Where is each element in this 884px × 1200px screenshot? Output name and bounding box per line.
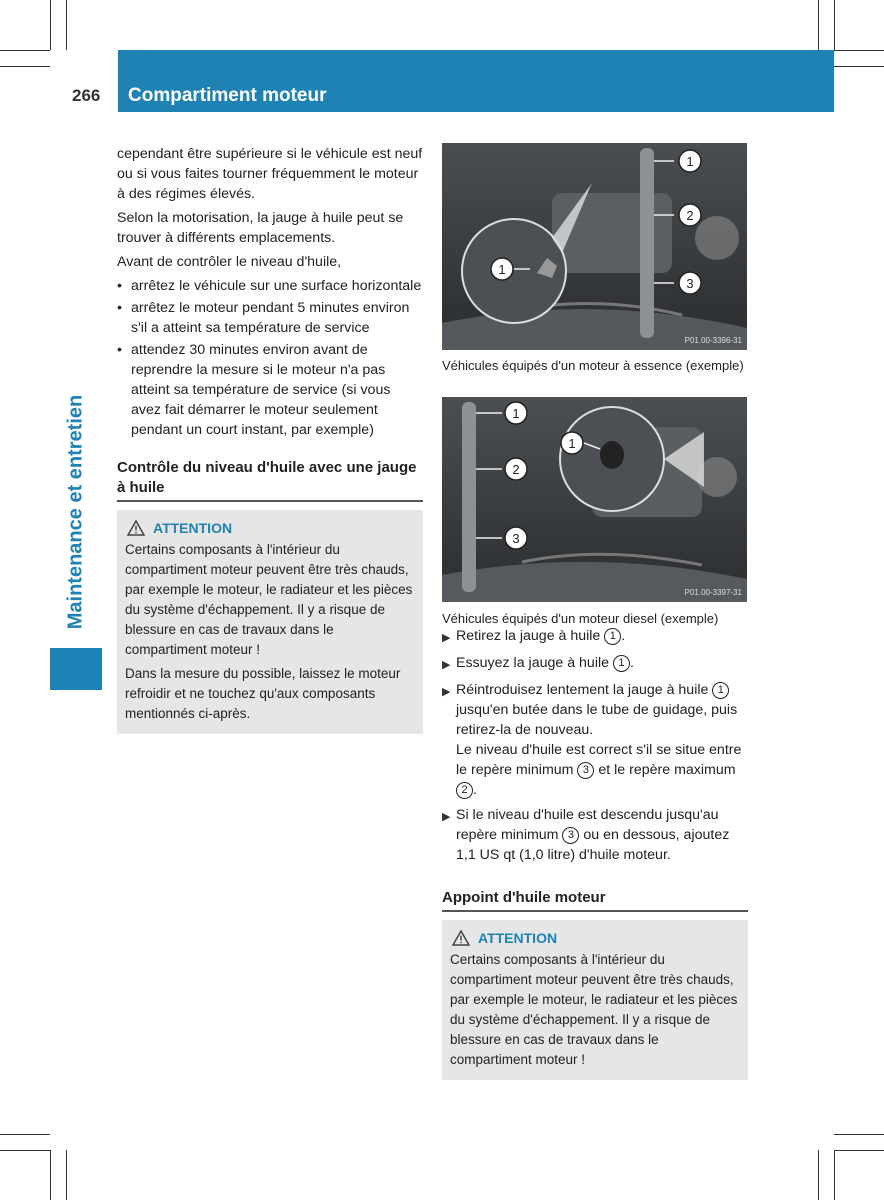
- step-arrow-icon: ▶: [442, 632, 451, 644]
- crop-mark: [0, 1134, 50, 1135]
- paragraph: Selon la motorisation, la jauge à huile peut se trouver à différents emplacements.: [117, 210, 404, 246]
- step-text: [456, 805, 748, 865]
- crop-mark: [818, 1150, 819, 1200]
- engine-photo-diesel: [442, 397, 747, 602]
- warning-label: ATTENTION: [153, 520, 233, 536]
- warning-box: [117, 510, 423, 734]
- crop-mark: [0, 50, 50, 51]
- callout-ref: 1: [613, 655, 630, 672]
- callout-ref: 2: [456, 782, 473, 799]
- warning-text: Dans la mesure du possible, laissez le moteur refroidir et ne touchez qu'aux composants mentionnés ci-après.: [125, 666, 401, 721]
- section-heading: Contrôle du niveau d'huile avec une jauge à huile: [117, 458, 423, 502]
- instruction-step: [442, 653, 748, 675]
- crop-mark: [834, 1150, 835, 1200]
- warning-label: ATTENTION: [478, 930, 558, 946]
- engine-illustration: [442, 143, 747, 350]
- callout-label: 1: [512, 406, 520, 421]
- callout-label: 3: [512, 531, 520, 546]
- crop-mark: [0, 1150, 50, 1151]
- callout-label: 1: [686, 154, 694, 169]
- callout-label: 2: [512, 462, 520, 477]
- list-item-text: arrêtez le moteur pendant 5 minutes environ s'il a atteint sa température de service: [131, 300, 410, 336]
- step-result-text: Le niveau d'huile est correct s'il se situe entre le repère minimum: [456, 742, 742, 778]
- image-caption: Véhicules équipés d'un moteur diesel (exemple): [442, 611, 719, 626]
- warning-box: [442, 920, 748, 1080]
- callout-ref: 1: [712, 682, 729, 699]
- step-arrow-icon: ▶: [442, 811, 451, 823]
- engine-photo-petrol: [442, 143, 747, 350]
- callout-label: 1: [568, 436, 576, 451]
- callout-label: 2: [686, 208, 694, 223]
- crop-mark: [834, 66, 884, 67]
- right-column-refill: [442, 888, 748, 1080]
- step-text-part: .: [621, 628, 626, 644]
- list-item-text: attendez 30 minutes environ avant de reprendre la mesure si le moteur n'a pas atteint sa température de service (si vous avez fait démarrer le moteur seulement pendant un court instant, par exemple): [131, 342, 391, 438]
- step-arrow-icon: ▶: [442, 686, 451, 698]
- crop-mark: [834, 0, 835, 50]
- side-tab-title: Maintenance et entretien: [64, 394, 87, 630]
- crop-mark: [50, 0, 51, 50]
- warning-header: [450, 928, 740, 948]
- warning-header: [125, 518, 415, 538]
- warning-icon: [452, 930, 470, 946]
- left-column: [117, 144, 423, 734]
- image-code: P01.00-3397-31: [684, 588, 742, 597]
- engine-illustration: [442, 397, 747, 602]
- crop-mark: [66, 0, 67, 50]
- crop-mark: [66, 1150, 67, 1200]
- instruction-step: [442, 626, 748, 648]
- warning-icon: [127, 520, 145, 536]
- step-text-part: Réintroduisez lentement la jauge à huile: [456, 682, 713, 698]
- instruction-step: [442, 805, 748, 865]
- image-code: P01.00-3396-31: [684, 336, 742, 345]
- warning-text: Certains composants à l'intérieur du compartiment moteur peuvent être très chauds, par exemple le moteur, le radiateur et les pièces du système d'échappement. Il y a risque de blessure en cas de travaux dans le compartiment moteur !: [125, 542, 413, 657]
- callout-ref: 3: [577, 762, 594, 779]
- paragraph: Avant de contrôler le niveau d'huile,: [117, 254, 342, 270]
- step-result-text: .: [473, 782, 477, 798]
- list-item: • arrêtez le moteur pendant 5 minutes environ s'il a atteint sa température de service: [117, 298, 423, 338]
- page-number: 266: [72, 86, 101, 105]
- crop-mark: [818, 0, 819, 50]
- callout-label: 3: [686, 276, 694, 291]
- warning-text: Certains composants à l'intérieur du compartiment moteur peuvent être très chauds, par exemple le moteur, le radiateur et les pièces du système d'échappement. Il y a risque de blessure en cas de travaux dans le compartiment moteur !: [450, 952, 738, 1067]
- side-tab-marker: [50, 648, 102, 690]
- image-caption: Véhicules équipés d'un moteur à essence (exemple): [442, 358, 744, 373]
- crop-mark: [834, 50, 884, 51]
- step-text: [456, 626, 625, 648]
- step-text-part: jusqu'en butée dans le tube de guidage, puis retirez-la de nouveau.: [456, 702, 738, 738]
- paragraph: cependant être supérieure si le véhicule est neuf ou si vous faites tourner fréquemment le moteur à des régimes élevés.: [117, 146, 423, 202]
- crop-mark: [834, 1150, 884, 1151]
- callout-ref: 1: [604, 628, 621, 645]
- callout-ref: 3: [562, 827, 579, 844]
- step-text-part: Retirez la jauge à huile: [456, 628, 605, 644]
- page-title: Compartiment moteur: [128, 85, 327, 106]
- step-text: [456, 680, 748, 800]
- instruction-step: [442, 680, 748, 800]
- step-text-part: Essuyez la jauge à huile: [456, 655, 613, 671]
- section-heading: Appoint d'huile moteur: [442, 888, 748, 912]
- step-text-part: ou en dessous, ajoutez 1,1 US qt (1,0 litre) d'huile moteur.: [456, 827, 730, 863]
- list-item: • attendez 30 minutes environ avant de reprendre la mesure si le moteur n'a pas atteint sa température de service (si vous avez fait démarrer le moteur seulement pendant un court instant, par exemple): [117, 340, 423, 440]
- step-text-part: Si le niveau d'huile est descendu jusqu'au repère minimum: [456, 807, 719, 843]
- step-text-part: .: [629, 655, 634, 671]
- crop-mark: [834, 1134, 884, 1135]
- step-text: [456, 653, 634, 675]
- step-result-text: et le repère maximum: [594, 762, 736, 778]
- step-arrow-icon: ▶: [442, 659, 451, 671]
- crop-mark: [0, 66, 50, 67]
- callout-label: 1: [498, 262, 506, 277]
- list-item: • arrêtez le véhicule sur une surface horizontale: [117, 278, 422, 294]
- right-column-steps: [442, 626, 748, 870]
- list-item-text: arrêtez le véhicule sur une surface horizontale: [131, 278, 422, 294]
- crop-mark: [50, 1150, 51, 1200]
